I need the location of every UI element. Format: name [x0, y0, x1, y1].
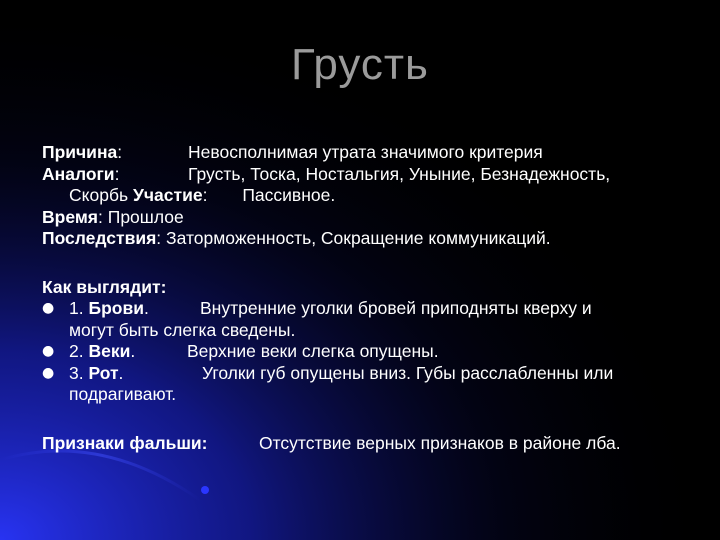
- slide-content: [42, 142, 692, 454]
- item-continuation: могут быть слегка сведены.: [69, 319, 296, 340]
- fake-signs-row: [42, 433, 692, 455]
- participation-value: Пассивное.: [242, 185, 336, 205]
- consequences-colon: :: [156, 228, 162, 248]
- item-text: Внутренние уголки бровей приподняты кверху и: [200, 298, 592, 318]
- cause-label: Причина: [42, 142, 118, 162]
- analogs-colon: :: [114, 163, 120, 184]
- glow-dot: [201, 486, 209, 494]
- analogs-value: Грусть, Тоска, Ностальгия, Уныние, Безнадежность,: [188, 163, 611, 184]
- looks-heading: Как выглядит:: [42, 276, 167, 297]
- time-value: Прошлое: [107, 206, 184, 227]
- item-name: Веки: [88, 341, 131, 361]
- item-name: Рот: [88, 362, 119, 383]
- fake-signs-label: Признаки фальши:: [42, 432, 208, 453]
- cause-row: [42, 142, 692, 164]
- bullet-icon: ●: [42, 343, 55, 359]
- list-item: [42, 298, 692, 320]
- item-dot: .: [143, 298, 149, 318]
- list-item: [42, 341, 692, 363]
- analogs-value-cont: Скорбь: [69, 185, 129, 205]
- item-name: Брови: [88, 298, 144, 318]
- participation-label: Участие: [132, 185, 203, 205]
- participation-colon: :: [202, 185, 208, 205]
- slide-title: Грусть: [291, 40, 429, 89]
- analogs-row: [42, 164, 692, 186]
- time-label: Время: [42, 206, 98, 227]
- cause-value: Невосполнимая утрата значимого критерия: [188, 142, 543, 162]
- analogs-label: Аналоги: [42, 163, 115, 184]
- fake-signs-value: Отсутствие верных признаков в районе лба.: [259, 432, 621, 453]
- bullet-icon: ●: [42, 364, 55, 381]
- cause-colon: :: [117, 142, 123, 162]
- time-colon: :: [98, 206, 103, 227]
- consequences-label: Последствия: [42, 228, 157, 248]
- consequences-row: [42, 228, 692, 250]
- item-text: Уголки губ опущены вниз. Губы расслабленны или: [202, 362, 614, 383]
- time-row: [42, 207, 692, 229]
- consequences-value: Заторможенность, Сокращение коммуникаций.: [166, 228, 551, 248]
- item-number: 2.: [69, 341, 84, 361]
- item-number: 3.: [69, 362, 84, 383]
- item-text: Верхние веки слегка опущены.: [187, 341, 439, 361]
- analogs-continuation: [42, 185, 692, 207]
- item-number: 1.: [69, 298, 84, 318]
- item-dot: .: [130, 341, 136, 361]
- bullet-icon: ●: [42, 300, 55, 316]
- item-dot: .: [118, 362, 124, 383]
- item-continuation: подрагивают.: [69, 384, 177, 404]
- list-item: [42, 363, 692, 385]
